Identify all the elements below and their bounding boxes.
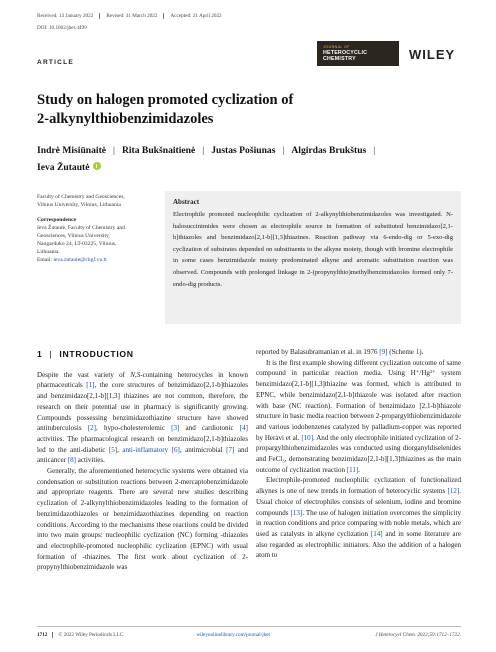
correspondence-heading: Correspondence: [37, 217, 77, 223]
publisher-logo[interactable]: WILEY: [409, 47, 456, 62]
reference-link[interactable]: [12]: [447, 487, 460, 496]
section-title: INTRODUCTION: [59, 349, 134, 359]
text-run: and anticancer: [37, 445, 249, 465]
author-name[interactable]: Algirdas Brukštus: [291, 145, 367, 156]
paragraph: [256, 475, 461, 561]
reference-link[interactable]: [13]: [290, 508, 303, 517]
author-name[interactable]: Rita Bukšnaitienė: [121, 145, 196, 156]
text-run: and in some literature are also regarded as electrophilic initiators. Also the addition of a halogen atom to: [256, 529, 461, 560]
section-separator: |: [49, 349, 53, 359]
affiliation-line: Faculty of Chemistry and Geosciences,: [37, 194, 125, 200]
author-name[interactable]: Ieva Žutautė: [37, 162, 90, 173]
scheme-link[interactable]: 1: [415, 348, 420, 356]
correspondence-line: Ieva Žutautė, Faculty of Chemistry and: [37, 225, 125, 231]
journal-url-link[interactable]: wileyonlinelibrary.com/journal/jhet: [196, 632, 270, 638]
section-number: 1: [37, 349, 43, 359]
email-link[interactable]: ieva.zutaute@chgf.vu.lt: [53, 257, 107, 263]
reference-link[interactable]: [7]: [226, 445, 235, 454]
doi[interactable]: DOI: 10.1002/jhet.4499: [37, 25, 87, 31]
reference-link[interactable]: [2]: [87, 424, 97, 433]
paragraph: [256, 358, 461, 476]
email-label: Email:: [37, 257, 54, 263]
reference-link[interactable]: [11]: [346, 465, 359, 474]
paragraph: [37, 370, 248, 466]
journal-logo-line2: HETEROCYCLIC: [323, 49, 368, 56]
reference-link[interactable]: [14]: [370, 529, 383, 538]
text-run: and cardiotonic: [179, 424, 240, 433]
text-run: activities. The pharmacological research on benzimidazo[2,1-b]thiazoles led to the anti-diabetic: [37, 434, 248, 454]
page-footer: [37, 626, 461, 638]
title-line-2: 2-alkynylthiobenzimidazoles: [37, 111, 214, 127]
reference-link[interactable]: [9]: [379, 348, 388, 356]
page-number: 1712: [37, 632, 48, 638]
title-line-1: Study on halogen promoted cyclization of: [37, 92, 294, 108]
journal-logo-line3: CHEMISTRY: [323, 55, 356, 62]
correspondence-line: Lithuania.: [37, 249, 60, 255]
journal-logo[interactable]: [317, 41, 399, 66]
abstract-heading: Abstract: [173, 198, 200, 206]
text-run: -containing heterocycles in known pharmaceuticals: [37, 370, 248, 390]
reference-link[interactable]: [5]: [108, 445, 118, 454]
text-run: . Usual choice of electrophiles consists of selenium, iodine and bromine compounds: [256, 487, 461, 517]
author-separator: |: [113, 145, 115, 156]
body-column-left: [37, 349, 248, 573]
section-heading: [37, 349, 248, 360]
paragraph: Generally, the aforementioned heterocyclic systems were obtained via condensation or substitution reactions between 2-mercaptobenzimidazole and appropriate reagents. There are several new studies describing cyclization of 2-alkynylthiobenzimidazoles leading to the formation of benzimidazothiazoles or benzimidazothiazines depending on reaction conditions. According to the mechanisms these reactions could be divided into two main groups: nucleophilic cyclization (NC) forming -thiazoles and electrophile-promoted nucleophilic cyclization (EPNC) with usual formation of -thiazines. The first work about cyclization of 2-propynylthiobenzimidazole was: [37, 467, 248, 572]
text-run: , the core structures of benzimidazo[2,1-b]thiazoles and benzimidazo[2,1-b][1,3] thiazines are not common, therefore, the research on their potential use in pharmacy is significantly growing. Compounds possessing benzimidazothiazine structure have showed antituberculosis: [37, 381, 248, 433]
author-name[interactable]: Justas Pošiunas: [211, 145, 276, 156]
text-run: N,S: [130, 370, 141, 379]
abstract-box: [165, 191, 461, 324]
reference-link[interactable]: [8]: [67, 456, 76, 465]
text-run: . The use of halogen initiation overcomes the simplicity in reaction conditions and price comparing with noble metals, which are used as catalysts in alkyne cyclization: [256, 508, 461, 538]
publication-dates: [37, 13, 222, 19]
correspondence-line: Naugarduko 24, LT-03225, Vilnius,: [37, 241, 117, 247]
revised-date: Revised: 31 March 2022: [106, 13, 158, 20]
affiliation-block: [37, 193, 157, 271]
text-run: reported by Balasubramanian et al. in 1976: [256, 348, 380, 356]
paragraph: [256, 347, 461, 358]
text-run: . And the only electrophile initiated cyclization of 2-propargylthiobenzimidazoles was conducted using diorganyldiselenides and FeCl₃, demonstrating benzimidazo[2,1-b][1,3]thiazines as the main outcome of cyclization reaction: [256, 433, 462, 474]
text-run: It is the first example showing different cyclization outcome of same compound in particular reaction media. Using H⁺/Hg²⁺ system benzimidazo[2,1-b][1,3]thiazine was formed, which is attributed to EPNC, while benzimidazo[2,1-b]thiazole was isolated after reaction with base (NC reaction). Formation of benzimidazo [2,1-b]thiazole structure in basic media reaction between 2-propargylthiobenzimidazole and various iodobenzenes catalyzed by palladium-copper was reported by Heravi et al.: [256, 358, 461, 442]
author-separator: |: [202, 145, 205, 156]
reference-link[interactable]: [4]: [239, 424, 248, 433]
author-name[interactable]: Indrė Misiūnaitė: [37, 145, 107, 156]
correspondence: [37, 216, 157, 264]
author-separator: |: [373, 145, 376, 156]
text-run: Despite the vast variety of: [37, 370, 131, 379]
text-run: .: [358, 465, 361, 474]
affiliation: [37, 193, 157, 209]
journal-logo-line1: JOURNAL OF: [323, 45, 350, 50]
text-run: (Scheme: [387, 348, 416, 356]
reference-link[interactable]: anti-inflamatory [6]: [122, 445, 180, 454]
text-run: , hypo-cholesterolemic: [96, 424, 172, 433]
author-list: [37, 142, 469, 176]
text-run: activities.: [75, 456, 105, 465]
reference-link[interactable]: [1]: [86, 381, 95, 390]
journal-citation: J Heterocycl Chem. 2022;59:1712–1722.: [375, 632, 461, 638]
abstract-text: Electrophile promoted nucleophilic cyclization of 2-alkynylthiobenzimidazoles was investigated. N-halosuccinimides were chosen as electrophile source in formation of substituted benzimidazo[2,1-b]thiazoles and benzimidazo[2,1-b][1,3]thiazines. Reaction pathway via 6-endo-dig or 5-exo-dig cyclization of substrates depended on substituents to the alkyne moiety, though with bromine electrophile in some cases benzimidazole moiety predominated alkyne and aromatic substitution reaction was observed. Compounds with prolonged linkage in 2-(propynylthio)methylbenzimidazoles formed only 7-endo-dig products.: [173, 211, 453, 288]
received-date: Received: 13 January 2022: [37, 13, 94, 20]
orcid-icon[interactable]: [93, 162, 101, 170]
copyright: © 2022 Wiley Periodicals LLC.: [58, 632, 125, 638]
text-run: ).: [419, 348, 424, 356]
affiliation-line: Vilnius University, Vilnius, Lithuania: [37, 202, 121, 208]
article-title: [37, 91, 457, 129]
text-run: Electrophile-promoted nucleophilic cyclization of functionalized alkynes is one of new trends in formation of heterocyclic systems: [256, 476, 461, 496]
author-separator: |: [282, 145, 285, 156]
accepted-date: Accepted: 21 April 2022: [170, 13, 222, 20]
body-column-right: [256, 347, 461, 561]
reference-link[interactable]: [3]: [171, 424, 180, 433]
article-type-label: ARTICLE: [37, 59, 74, 66]
text-run: , antimicrobial: [179, 445, 227, 454]
reference-link[interactable]: [10]: [301, 433, 314, 442]
correspondence-line: Geosciences, Vilnius University,: [37, 233, 110, 239]
text-run: ,: [117, 445, 123, 454]
